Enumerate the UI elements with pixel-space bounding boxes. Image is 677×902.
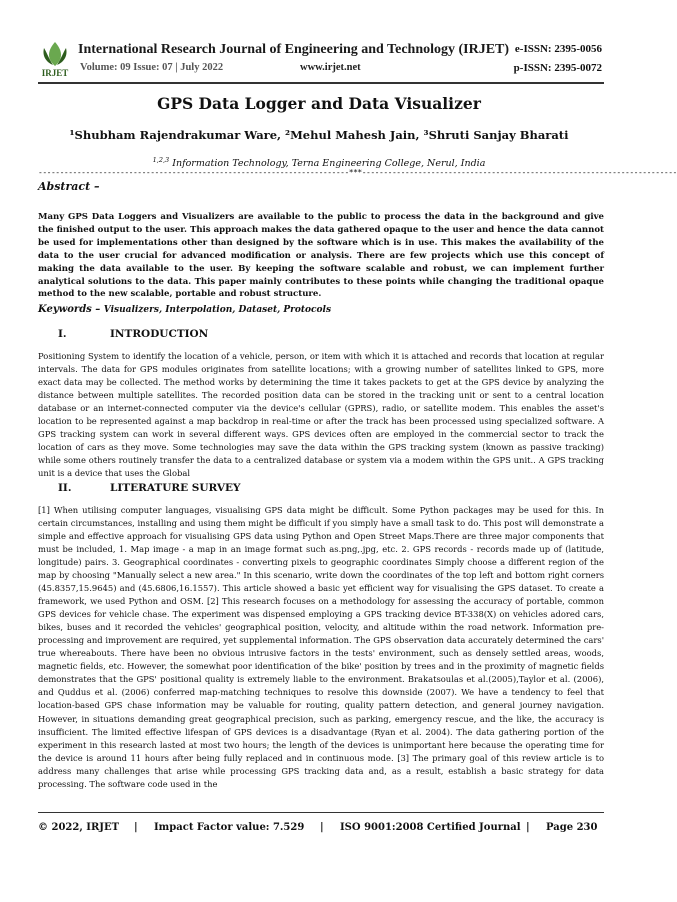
footer-page-number: Page 230 [546,822,598,833]
footer-separator: | [320,822,324,833]
section-heading-introduction [58,328,208,340]
footer-divider [38,812,604,813]
footer-separator: | [134,822,138,833]
eissn: e-ISSN: 2395-0056 [514,43,602,55]
section-separator: ------------------------------------------------------------------------***------------------------------------------------------------------------- [38,168,677,177]
footer-separator: | [526,822,530,833]
section-title: INTRODUCTION [110,328,209,340]
journal-website-link[interactable]: www.irjet.net [300,62,361,73]
pissn: p-ISSN: 2395-0072 [513,62,602,74]
footer-impact-factor: Impact Factor value: 7.529 [154,822,305,833]
irjet-logo [38,40,72,78]
introduction-paragraph: Positioning System to identify the location of a vehicle, person, or item with which it is attached and records that location at regular intervals. The data for GPS modules originates from satellite locations; with a growing number of satellites linked to GPS, more exact data may be collected. The method works by determining the time it takes packets to get at the GPS device by analyzing the distance between multiple satellites. The recorded position data can be stored in the tracking unit or sent to a central location database or an internet-connected computer via the device's cellular (GPRS), radio, or satellite modem. This enables the asset's location to be represented against a map backdrop in real-time or after the track has been processed using specialized software. A GPS tracking system can work in several different ways. GPS devices often are employed in the commercial sector to track the location of cars as they move. Some technologies may save the data within the GPS tracking system (known as passive tracking) while some others routinely transfer the data to a centralized database or system via a modem within the GPS unit.. A GPS tracking unit is a device that uses the Global [38,351,604,479]
section-heading-literature-survey [58,482,241,494]
page-footer [38,822,604,840]
affiliation-text: Information Technology, Terna Engineering College, Nerul, India [169,158,486,170]
abstract-heading: Abstract – [38,180,100,193]
journal-name: International Research Journal of Engineering and Technology (IRJET) [78,42,510,57]
keywords-line [38,304,331,315]
header-divider [38,82,604,84]
literature-survey-paragraph: [1] When utilising computer languages, visualising GPS data might be difficult. Some Python packages may be used for this. In certain circumstances, installing and using them might be difficult if you simply have a small task to do. This post will demonstrate a simple and effective approach for visualising GPS data using Python and Open Street Maps.There are three major components that must be included, 1. Map image - a map in an image format such as.png,.jpg, etc. 2. GPS records - records made up of (latitude, longitude) pairs. 3. Geographical coordinates - converting pixels to geographic coordinates Simply choose a different region of the map by choosing "Manually select a new area." In this scenario, write down the coordinates of the top left and bottom right corners (45.8357,15.9645) and (45.6806,16.1557). This article showed a basic yet efficient way for visualising the GPS dataset. To create a framework, we used Python and OSM. [2] This research focuses on a methodology for assessing the accuracy of portable, common GPS devices for vehicle chase. The experiment was dispensed employing a GPS tracking device BT-338(X) on vehicles adored cars, bikes, buses and it recorded the vehicles' geographical position, velocity, and altitude within the road network. Information pre-processing and improvement are required, yet supplemental information. The GPS observation data accurately determined the cars' true whereabouts. There have been no obvious intrusive factors in the tests' environment, such as densely settled areas, woods, magnetic fields, etc. However, the somewhat poor identification of the bike' position by trees and in the proximity of magnetic fields demonstrates that the GPS' positional quality is extremely liable to the environment. Brakatsoulas et al.(2005),Taylor et al. (2006), and Quddus et al. (2006) conferred map-matching techniques to resolve this downside (2007). We have a tendency to feel that location-based GPS chase information may be valuable for routing, quality pattern detection, and general journey navigation. However, in situations demanding great geographical precision, such as parking, emergency rescue, and the like, the accuracy is insufficient. The limited effective lifespan of GPS devices is a disadvantage (Ryan et al. 2004). The data gathering portion of the experiment in this research lasted at most two hours; the length of the devices is unimportant here because the operating time for the device is around 11 hours after being fully replaced and in continuous mode. [3] The primary goal of this review article is to address many challenges that arise while processing GPS tracking data and, as a result, establish a basic strategy for data processing. The software code used in the [38,505,604,789]
paper-title: GPS Data Logger and Data Visualizer [157,94,481,113]
footer-iso: ISO 9001:2008 Certified Journal [340,822,521,833]
section-title: LITERATURE SURVEY [110,482,241,494]
logo-text: IRJET [41,68,69,78]
section-number: II. [58,482,72,494]
keywords-label: Keywords – [38,304,104,315]
volume-issue: Volume: 09 Issue: 07 | July 2022 [80,62,224,73]
section-number: I. [58,328,67,340]
affiliation-superscript: 1,2,3 [152,156,170,164]
paper-authors: ¹Shubham Rajendrakumar Ware, ²Mehul Mahesh Jain, ³Shruti Sanjay Bharati [69,128,569,142]
journal-header [38,40,604,80]
footer-copyright: © 2022, IRJET [38,822,120,833]
keywords-value: Visualizers, Interpolation, Dataset, Protocols [103,305,332,315]
abstract-text: Many GPS Data Loggers and Visualizers are available to the public to process the data in the background and give the finished output to the user. This approach makes the data gathered opaque to the user and hence the data cannot be used for implementations other than designed by the software which is in use. This makes the availability of the data to the user crucial for advanced modification or analysis. There are few projects which use this concept of making the data available to the user. By keeping the software scalable and robust, we can implement further analytical solutions to the data. This paper mainly contributes to these points while changing the traditional opaque method to the new scalable, portable and robust structure. [38,212,605,300]
